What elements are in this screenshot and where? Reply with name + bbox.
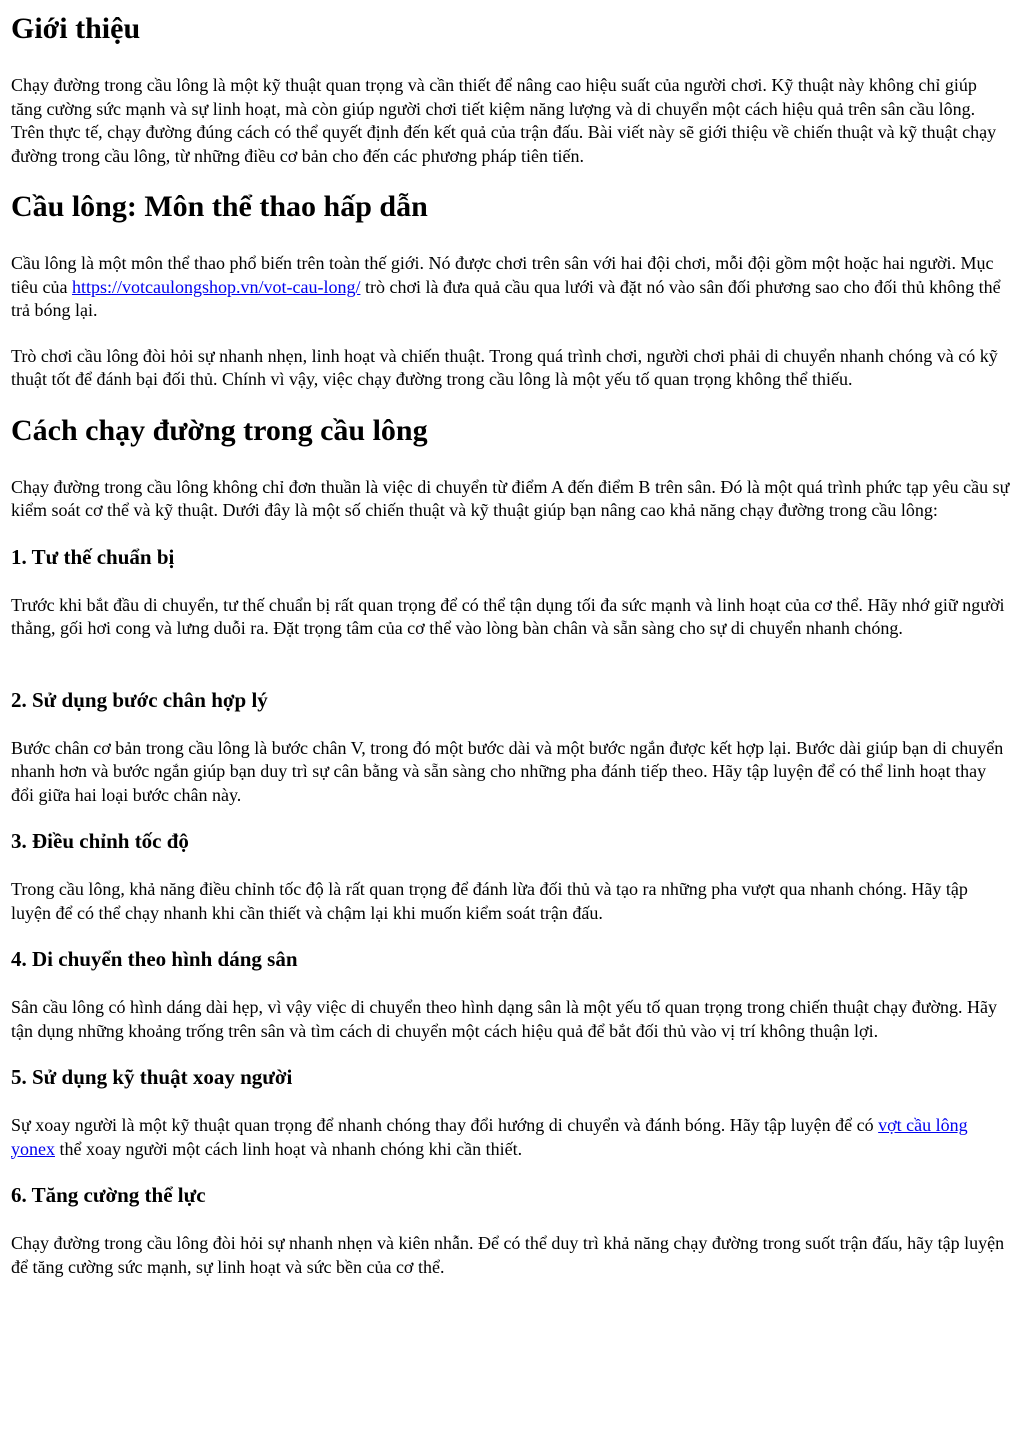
heading-intro: Giới thiệu [11, 12, 141, 45]
paragraph-tip-6: Chạy đường trong cầu lông đòi hỏi sự nhanh nhẹn và kiên nhẫn. Để có thể duy trì khả năng chạy đường trong suốt trận đấu, hãy tập luyện để tăng cường sức mạnh, sự linh hoạt và sức bền của cơ thể. [11, 1233, 1005, 1277]
heading-tip-4: 4. Di chuyển theo hình dáng sân [11, 947, 298, 971]
heading-howto: Cách chạy đường trong cầu lông [11, 413, 428, 447]
paragraph-tip-1: Trước khi bắt đầu di chuyển, tư thế chuẩn bị rất quan trọng để có thể tận dụng tối đa sức mạnh và linh hoạt của cơ thể. Hãy nhớ giữ người thẳng, gối hơi cong và lưng duỗi ra. Đặt trọng tâm của cơ thể vào lòng bàn chân và sẵn sàng cho sự di chuyển nhanh chóng. [11, 594, 1005, 638]
paragraph-sport-2: Trò chơi cầu lông đòi hỏi sự nhanh nhẹn, linh hoạt và chiến thuật. Trong quá trình chơi, người chơi phải di chuyển nhanh chóng và có kỹ thuật tốt để đánh bại đối thủ. Chính vì vậy, việc chạy đường trong cầu lông là một yếu tố quan trọng không thể thiếu. [11, 345, 998, 389]
paragraph-tip-3: Trong cầu lông, khả năng điều chỉnh tốc độ là rất quan trọng để đánh lừa đối thủ và tạo ra những pha vượt qua nhanh chóng. Hãy tập luyện để có thể chạy nhanh khi cần thiết và chậm lại khi muốn kiểm soát trận đấu. [11, 879, 968, 923]
paragraph-sport-1-before: Cầu lông là một môn thể thao phổ biến trên toàn thế giới. Nó được chơi trên sân với hai đội chơi, mỗi đội gồm một hoặc hai người. Mục tiêu của [11, 253, 994, 297]
heading-tip-3: 3. Điều chỉnh tốc độ [11, 829, 189, 853]
paragraph-sport-1 [11, 252, 1012, 323]
paragraph-tip-5-after: thể xoay người một cách linh hoạt và nhanh chóng khi cần thiết. [55, 1138, 523, 1159]
heading-sport: Cầu lông: Môn thể thao hấp dẫn [11, 190, 428, 223]
heading-tip-5: 5. Sử dụng kỹ thuật xoay người [11, 1065, 293, 1089]
paragraph-tip-4: Sân cầu lông có hình dáng dài hẹp, vì vậy việc di chuyển theo hình dạng sân là một yếu tố quan trọng trong chiến thuật chạy đường. Hãy tận dụng những khoảng trống trên sân và tìm cách di chuyển một cách hiệu quả để bắt đối thủ vào vị trí không thuận lợi. [11, 997, 998, 1041]
paragraph-tip-2: Bước chân cơ bản trong cầu lông là bước chân V, trong đó một bước dài và một bước ngắn được kết hợp lại. Bước dài giúp bạn di chuyển nhanh hơn và bước ngắn giúp bạn duy trì sự cân bằng và sẵn sàng cho những pha đánh tiếp theo. Hãy tập luyện để có thể linh hoạt thay đổi giữa hai loại bước chân này. [11, 737, 1004, 805]
paragraph-tip-5 [11, 1114, 1012, 1161]
paragraph-sport-1-after: trò chơi là đưa quả cầu qua lưới và đặt nó vào sân đối phương sao cho đối thủ không thể trả bóng lại. [11, 276, 1001, 320]
paragraph-howto: Chạy đường trong cầu lông không chỉ đơn thuần là việc di chuyển từ điểm A đến điểm B trên sân. Đó là một quá trình phức tạp yêu cầu sự kiểm soát cơ thể và kỹ thuật. Dưới đây là một số chiến thuật và kỹ thuật giúp bạn nâng cao khả năng chạy đường trong cầu lông: [11, 476, 1010, 520]
heading-tip-6: 6. Tăng cường thể lực [11, 1183, 206, 1207]
yonex-racket-link[interactable]: vợt cầu lông yonex [11, 1115, 968, 1159]
heading-tip-2: 2. Sử dụng bước chân hợp lý [11, 687, 268, 712]
paragraph-tip-5-before: Sự xoay người là một kỹ thuật quan trọng để nhanh chóng thay đổi hướng di chuyển và đánh bóng. Hãy tập luyện để có [11, 1115, 879, 1135]
heading-tip-1: 1. Tư thế chuẩn bị [11, 544, 175, 569]
paragraph-intro: Chạy đường trong cầu lông là một kỹ thuật quan trọng và cần thiết để nâng cao hiệu suất của người chơi. Kỹ thuật này không chỉ giúp tăng cường sức mạnh và sự linh hoạt, mà còn giúp người chơi tiết kiệm năng lượng và di chuyển một cách hiệu quả trên sân cầu lông. Trên thực tế, chạy đường đúng cách có thể quyết định đến kết quả của trận đấu. Bài viết này sẽ giới thiệu về chiến thuật và kỹ thuật chạy đường trong cầu lông, từ những điều cơ bản cho đến các phương pháp tiên tiến. [11, 75, 997, 166]
votcaulong-link[interactable]: https://votcaulongshop.vn/vot-cau-long/ [71, 276, 361, 297]
